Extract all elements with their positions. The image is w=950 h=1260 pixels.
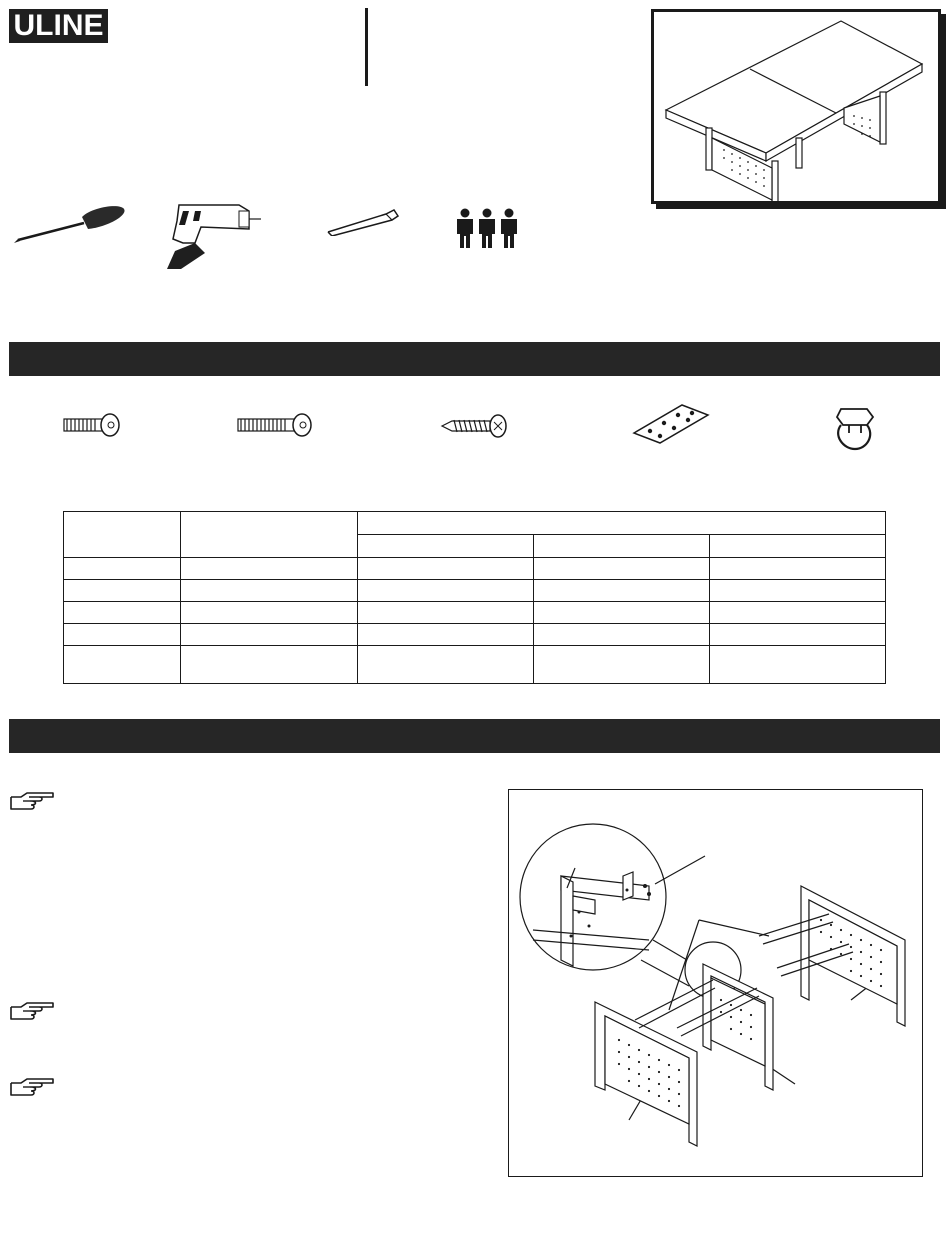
table-row [64,580,886,602]
table-cell [180,602,357,624]
table-row [64,602,886,624]
connector-bolt-short-icon [62,413,124,439]
assembly-section-header [9,719,940,753]
table-cell [357,646,534,684]
table-header-cell [180,512,357,558]
table-cell [357,624,534,646]
connector-bolt-long-icon [236,413,314,439]
table-cell [64,602,181,624]
table-cell [180,646,357,684]
power-drill-icon [165,203,263,271]
table-header-row [64,512,886,535]
table-cell [180,580,357,602]
table-cell [534,602,710,624]
table-header-cell [534,535,710,558]
table-row [64,624,886,646]
wood-screw-icon [440,413,510,439]
parts-section-header [9,342,940,376]
mending-plate-icon [630,403,712,445]
cable-clip-icon [833,405,877,451]
table-cell [534,624,710,646]
table-cell [710,646,886,684]
table-cell [357,602,534,624]
table-cell [710,602,886,624]
allen-wrench-icon [326,206,400,236]
pointing-hand-icon [9,1077,55,1097]
table-header-cell [357,535,534,558]
table-cell [180,624,357,646]
table-cell [64,558,181,580]
parts-table [63,511,886,684]
table-row [64,558,886,580]
table-cell [534,580,710,602]
conference-table-illustration [654,12,938,201]
table-cell [534,558,710,580]
pointing-hand-icon [9,791,55,811]
table-cell [64,646,181,684]
table-header-cell [357,512,885,535]
table-cell [357,558,534,580]
table-cell [710,580,886,602]
table-cell [710,624,886,646]
uline-logo: ULINE [9,9,108,43]
table-cell [357,580,534,602]
table-cell [180,558,357,580]
table-row [64,646,886,684]
three-people-icon [455,208,519,250]
table-header-cell [710,535,886,558]
pointing-hand-icon [9,1001,55,1021]
table-illustration-frame [651,9,941,204]
leg-assembly-illustration [509,790,922,1176]
header-divider [365,8,368,86]
table-cell [710,558,886,580]
table-cell [534,646,710,684]
table-cell [64,624,181,646]
assembly-figure-frame [508,789,923,1177]
phillips-screwdriver-icon [12,203,128,247]
table-header-cell [64,512,181,558]
table-cell [64,580,181,602]
